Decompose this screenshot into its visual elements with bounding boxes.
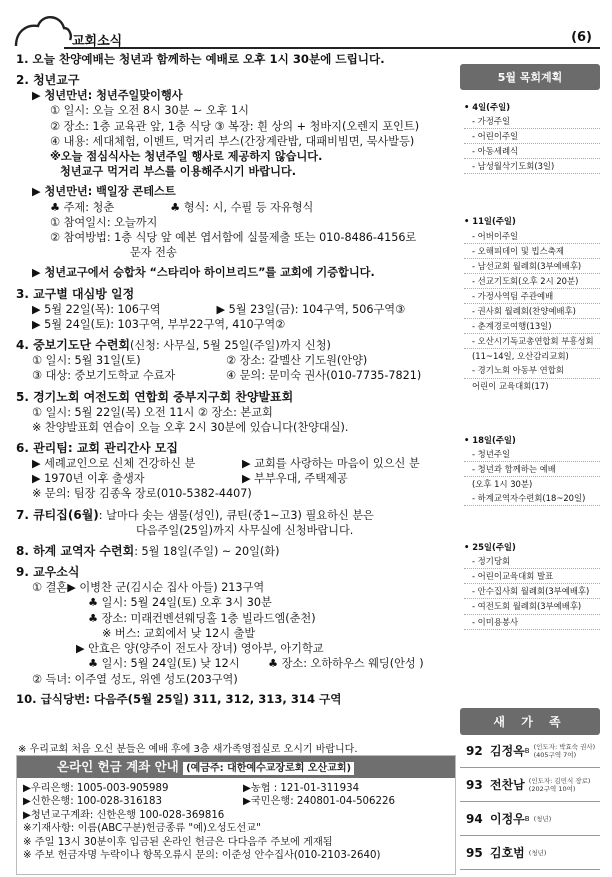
news-line: ♣ 형식: 시, 수필 등 자유형식 — [170, 200, 314, 214]
plan-week-label: • 18일(주일) — [464, 434, 516, 445]
news-line: ♣ 장소: 미래컨벤션웨딩홀 1층 빌라드엠(춘천) — [88, 611, 316, 625]
news-line: ① 결혼▶ 이병찬 군(김시순 집사 아들) 213구역 — [32, 581, 265, 595]
news-line: ▶ 안효은 양(양주이 전도사 장녀) 영아부, 아기학교 — [76, 642, 324, 656]
news-item-10 — [16, 692, 456, 707]
news-title: 9. 교우소식 — [16, 565, 80, 580]
news-line: 다음주일(25일)까지 사무실에 신청바랍니다. — [136, 523, 354, 537]
plan-week-label: • 11일(주일) — [464, 216, 516, 227]
plan-item: 어린이 교육대회(17) — [472, 380, 549, 391]
news-line: ※ 찬양발표회 연습이 오늘 오후 2시 30분에 있습니다(찬양대실). — [32, 420, 349, 434]
news-line: 10. 급식당번: 다음주(5월 25일) 311, 312, 313, 314 구역 — [16, 691, 342, 706]
news-line: ▶ 교회를 사랑하는 마음이 있으신 분 — [242, 457, 420, 471]
plan-item: - 여전도회 월례회(3부예배후) — [464, 599, 600, 614]
plan-week-label: • 4일(주일) — [464, 102, 511, 112]
plan-list — [460, 100, 600, 630]
news-item-6 — [16, 440, 456, 502]
cloud-logo-icon — [14, 10, 74, 48]
plan-item: - 아동세례식 — [464, 144, 600, 159]
plan-item: (11~14일, 오산감리교회) — [472, 351, 569, 362]
news-line: 청년교구 먹거리 부스를 이용해주시기 바랍니다. — [60, 165, 296, 179]
news-line: ▶ 5월 23일(금): 104구역, 506구역③ — [216, 302, 406, 316]
news-item-2 — [16, 72, 456, 280]
sidebar-title: 5월 목회계획 — [460, 64, 600, 90]
plan-item: - 춘계경로여행(13일) — [464, 319, 600, 334]
news-item-9 — [16, 564, 456, 686]
bank-account: ▶농협 : 121-01-311934 — [243, 783, 360, 794]
news-item-8 — [16, 543, 456, 559]
plan-item: - 오해피데이 및 빕스축제 — [464, 244, 600, 259]
news-title: 7. 큐티집(6월) — [16, 507, 99, 522]
newfamily-number: 93 — [466, 777, 483, 792]
news-line: : 5월 18일(주일) ~ 20일(화) — [134, 545, 280, 559]
news-title: 8. 하계 교역자 수련회 — [16, 544, 135, 559]
plan-item: (오후 1시 30분) — [472, 478, 533, 489]
news-line: ▶ 5월 24일(토): 103구역, 부부22구역, 410구역② — [32, 317, 286, 331]
newfamily-title: 새 가 족 — [460, 708, 600, 735]
news-line: ♣ 일시: 5월 24일(토) 낮 12시 — [88, 657, 240, 671]
news-line: ① 일시: 5월 31일(토) — [32, 354, 141, 368]
offering-note: ※기재사항: 이름(ABC구분)헌금종류 "예)오성도선교" — [23, 823, 261, 835]
plan-item: - 하계교역자수련회(18~20일) — [464, 491, 600, 506]
newfamily-suffix: B — [524, 746, 530, 755]
plan-item: - 정기당회 — [464, 554, 600, 569]
newfamily-list — [460, 734, 600, 870]
news-line: ※ 문의: 팀장 김종옥 장로(010-5382-4407) — [32, 487, 252, 501]
page-header — [14, 10, 600, 48]
newfamily-number: 95 — [466, 845, 483, 860]
news-line: ▶ 세례교인으로 신체 건강하신 분 — [32, 457, 196, 471]
newfamily-number: 92 — [466, 743, 483, 758]
plan-item: - 남선교회 월례회(3부예배후) — [464, 259, 600, 274]
news-item-4 — [16, 337, 456, 384]
newfamily-row — [460, 734, 600, 768]
news-line: ④ 내용: 세대체험, 이벤트, 먹거리 부스(간장계란밥, 대패비빔면, 묵사발등) — [50, 134, 415, 148]
newfamily-row — [460, 836, 600, 870]
bank-account: ▶국민은행: 240801-04-506226 — [243, 796, 395, 808]
bank-account: ▶청년교구계좌: 신한은행 100-028-369816 — [23, 809, 225, 821]
news-line: ② 장소: 1층 교육관 앞, 1층 식당 ③ 복장: 흰 상의 + 청바지(오렌지 포인트) — [50, 119, 420, 133]
news-line: ♣ 주제: 청춘 — [50, 200, 115, 214]
plan-item: - 어린이주일 — [464, 129, 600, 144]
news-line: 문자 전송 — [130, 246, 177, 260]
news-line: ① 일시: 오늘 오전 8시 30분 ~ 오후 1시 — [50, 104, 249, 118]
header-divider — [64, 47, 600, 49]
page-number: (6) — [571, 30, 592, 45]
news-line: ③ 대상: 중보기도학교 수료자 — [32, 369, 176, 383]
news-item-3 — [16, 286, 456, 332]
plan-item: - 경기노회 아동부 연합회 — [464, 363, 600, 378]
news-line: ▶ 1970년 이후 출생자 — [32, 472, 145, 486]
newfamily-note: (청년) — [528, 848, 547, 857]
plan-item: - 어버이주일 — [464, 229, 600, 244]
news-title: 5. 경기노회 여전도회 연합회 중부지구회 찬양발표회 — [16, 389, 294, 404]
bank-account: ▶신한은행: 100-028-316183 — [23, 796, 163, 808]
plan-item: - 남성월삭기도회(3일) — [464, 159, 600, 174]
newfamily-suffix: B — [524, 814, 530, 823]
news-line: ♣ 장소: 오하하우스 웨딩(안성 ) — [268, 657, 424, 671]
plan-week-label: • 25일(주일) — [464, 542, 516, 553]
online-offering-account-holder: (예금주: 대한예수교장로회 오산교회) — [183, 762, 354, 775]
news-line: ▶ 5월 22일(목): 106구역 — [32, 302, 161, 316]
news-line: ① 일시: 5월 22일(목) 오전 11시 ② 장소: 본교회 — [32, 405, 273, 419]
online-offering-box — [16, 755, 456, 875]
newcomer-notice: ※ 우리교회 처음 오신 분들은 예배 후에 3층 새가족영접실로 오시기 바랍니다. — [18, 744, 358, 755]
plan-item: - 이미용봉사 — [464, 615, 600, 630]
newfamily-name: 이정우 — [490, 812, 525, 826]
offering-note: ※ 주일 13시 30분이후 입금된 온라인 헌금은 다다음주 주보에 게재됨 — [23, 836, 333, 848]
news-line: ※오늘 점심식사는 청년주일 행사로 제공하지 않습니다. — [50, 150, 323, 164]
news-line: ※ 버스: 교회에서 낮 12시 출발 — [102, 626, 256, 640]
news-item-5 — [16, 389, 456, 435]
newfamily-note: (청년) — [533, 814, 552, 823]
news-line: ▶ 청년교구에서 승합차 “스타리아 하이브리드”를 교회에 기증합니다. — [32, 266, 375, 280]
newfamily-name: 전찬남 — [490, 778, 525, 792]
newfamily-row — [460, 768, 600, 802]
news-list — [16, 52, 456, 707]
news-line: ② 득녀: 이주열 성도, 위엔 성도(203구역) — [32, 672, 238, 686]
news-title: 3. 교구별 대심방 일정 — [16, 286, 135, 301]
plan-item: - 선교기도회(오후 2시 20분) — [464, 274, 600, 289]
news-item-7 — [16, 507, 456, 538]
news-line: ▶ 청년만년: 청년주일맞이행사 — [32, 89, 183, 103]
news-line: (신청: 사무실, 5월 25일(주일)까지 신청) — [130, 339, 331, 353]
plan-item: - 가정주일 — [464, 114, 600, 129]
plan-item: - 어린이교육대회 발표 — [464, 569, 600, 584]
news-line: ② 참여방법: 1층 식당 앞 예본 엽서함에 실물제출 또는 010-8486-4156로 — [50, 231, 417, 245]
news-line: ▶ 부부우대, 주택제공 — [242, 472, 348, 486]
plan-item: - 권사회 월례회(찬양예배후) — [464, 304, 600, 319]
news-line: : 날마다 솟는 샘물(성인), 큐틴(중1~고3) 필요하신 분은 — [98, 508, 374, 522]
online-offering-header — [17, 756, 455, 778]
section-title: 교회소식 — [72, 34, 123, 49]
news-line: ② 장소: 갈멜산 기도원(안양) — [226, 354, 368, 368]
newfamily-name: 김호범 — [490, 846, 525, 860]
newfamily-row — [460, 802, 600, 836]
plan-item: - 청년주일 — [464, 447, 600, 462]
newfamily-note: (인도자: 김민식 장로) (202구역 10여) — [528, 776, 591, 793]
plan-item: - 가정사역팀 주관예배 — [464, 289, 600, 304]
news-line: ♣ 일시: 5월 24일(토) 오후 3시 30분 — [88, 596, 272, 610]
newfamily-number: 94 — [466, 811, 483, 826]
news-title: 4. 중보기도단 수련회 — [16, 338, 131, 353]
news-title: 2. 청년교구 — [16, 73, 80, 88]
news-line: ▶ 청년만년: 백일장 콘테스트 — [32, 185, 176, 199]
plan-item: - 안수집사회 월례회(3부예배후) — [464, 584, 600, 599]
news-item-1 — [16, 52, 456, 67]
newfamily-name: 김정옥 — [490, 744, 525, 758]
news-title: 6. 관리팀: 교회 관리간사 모집 — [16, 441, 178, 456]
plan-item: - 청년과 함께하는 예배 — [464, 462, 600, 477]
sidebar-plan — [460, 64, 600, 630]
offering-note: ※ 주보 헌금자명 누락이나 항목오류시 문의: 이준성 안수집사(010-2103-2640) — [23, 850, 381, 862]
news-line: 1. 오늘 찬양예배는 청년과 함께하는 예배로 오후 1시 30분에 드립니다. — [16, 52, 385, 66]
online-offering-title: 온라인 헌금 계좌 안내 — [57, 759, 179, 774]
bank-account: ▶우리은행: 1005-003-905989 — [23, 783, 169, 794]
newfamily-note: (인도자: 박효숙 권사) (405구역 7여) — [533, 742, 596, 759]
plan-item: - 오산시기독교총연합회 부흥성회 — [464, 334, 600, 349]
news-line: ① 참여일시: 오늘까지 — [50, 215, 158, 229]
news-line: ④ 문의: 문미숙 권사(010-7735-7821) — [226, 369, 422, 383]
